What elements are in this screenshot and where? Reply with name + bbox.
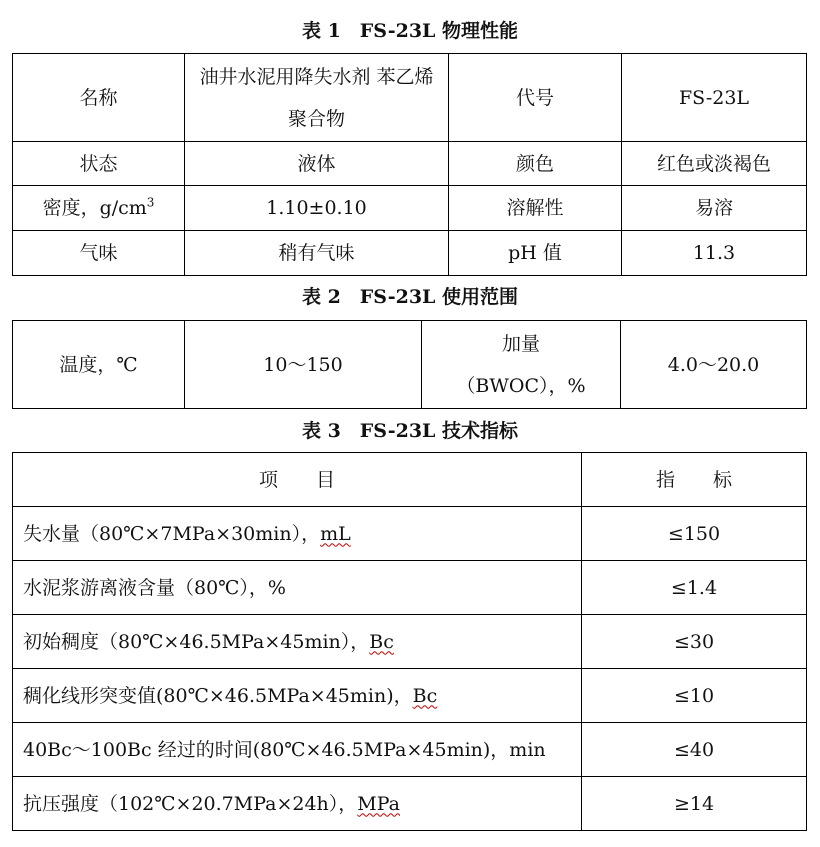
spec-item: 初始稠度（80℃×46.5MPa×45min），Bc	[13, 615, 582, 669]
spec-value: ≤1.4	[582, 561, 807, 615]
table-row	[13, 142, 807, 186]
table-row	[13, 231, 807, 276]
spec-value: ≤10	[582, 669, 807, 723]
cell-label-color: 颜色	[449, 142, 622, 186]
cell-value-color: 红色或淡褐色	[622, 142, 807, 186]
table-row	[13, 507, 807, 561]
cell-value-state: 液体	[185, 142, 449, 186]
spec-item: 失水量（80℃×7MPa×30min），mL	[13, 507, 582, 561]
table-header-row	[13, 453, 807, 507]
cell-value-solubility: 易溶	[622, 186, 807, 231]
cell-value-dosage: 4.0～20.0	[621, 321, 807, 409]
cell-label-solubility: 溶解性	[449, 186, 622, 231]
table-row	[13, 561, 807, 615]
spec-item: 40Bc～100Bc 经过的时间(80℃×46.5MPa×45min)，min	[13, 723, 582, 777]
cell-value-temperature: 10～150	[185, 321, 422, 409]
header-item: 项 目	[13, 453, 582, 507]
spec-value: ≥14	[582, 777, 807, 831]
table-row	[13, 615, 807, 669]
spec-unit: mL	[320, 522, 351, 545]
table-row	[13, 669, 807, 723]
table3-technical-specs	[12, 452, 807, 831]
cell-value-ph: 11.3	[622, 231, 807, 276]
cell-value-odor: 稍有气味	[185, 231, 449, 276]
table1-caption: 表 1 FS-23L 物理性能	[301, 20, 519, 42]
table-row	[13, 186, 807, 231]
spec-unit: MPa	[357, 792, 401, 815]
spec-unit: Bc	[412, 684, 438, 707]
cell-value-code: FS-23L	[622, 54, 807, 142]
table-row	[13, 321, 807, 409]
spec-value: ≤40	[582, 723, 807, 777]
table3-caption: 表 3 FS-23L 技术指标	[301, 420, 519, 442]
spec-value: ≤150	[582, 507, 807, 561]
cell-label-odor: 气味	[13, 231, 185, 276]
dosage-label-line2: （BWOC），%	[456, 374, 586, 397]
cell-label-state: 状态	[13, 142, 185, 186]
table1-physical-properties	[12, 53, 807, 276]
cell-label-code: 代号	[449, 54, 622, 142]
cell-label-ph: pH 值	[449, 231, 622, 276]
cell-value-name: 油井水泥用降失水剂 苯乙烯聚合物	[185, 54, 449, 142]
dosage-label-line1: 加量	[501, 332, 540, 355]
cell-label-temperature: 温度，℃	[13, 321, 185, 409]
cell-label-density: 密度，$g/cm^3$	[13, 186, 185, 231]
table2-usage-range	[12, 320, 807, 409]
cell-value-density: 1.10±0.10	[185, 186, 449, 231]
cell-label-dosage	[422, 321, 621, 409]
cell-label-name: 名称	[13, 54, 185, 142]
spec-item: 稠化线形突变值(80℃×46.5MPa×45min)，Bc	[13, 669, 582, 723]
table2-caption: 表 2 FS-23L 使用范围	[301, 286, 519, 308]
table-row	[13, 777, 807, 831]
header-spec: 指 标	[582, 453, 807, 507]
spec-item: 水泥浆游离液含量（80℃），%	[13, 561, 582, 615]
spec-value: ≤30	[582, 615, 807, 669]
table-row	[13, 723, 807, 777]
spec-unit: Bc	[369, 630, 394, 653]
spec-item: 抗压强度（102℃×20.7MPa×24h），MPa	[13, 777, 582, 831]
table-row	[13, 54, 807, 142]
density-superscript: 3	[146, 195, 155, 210]
